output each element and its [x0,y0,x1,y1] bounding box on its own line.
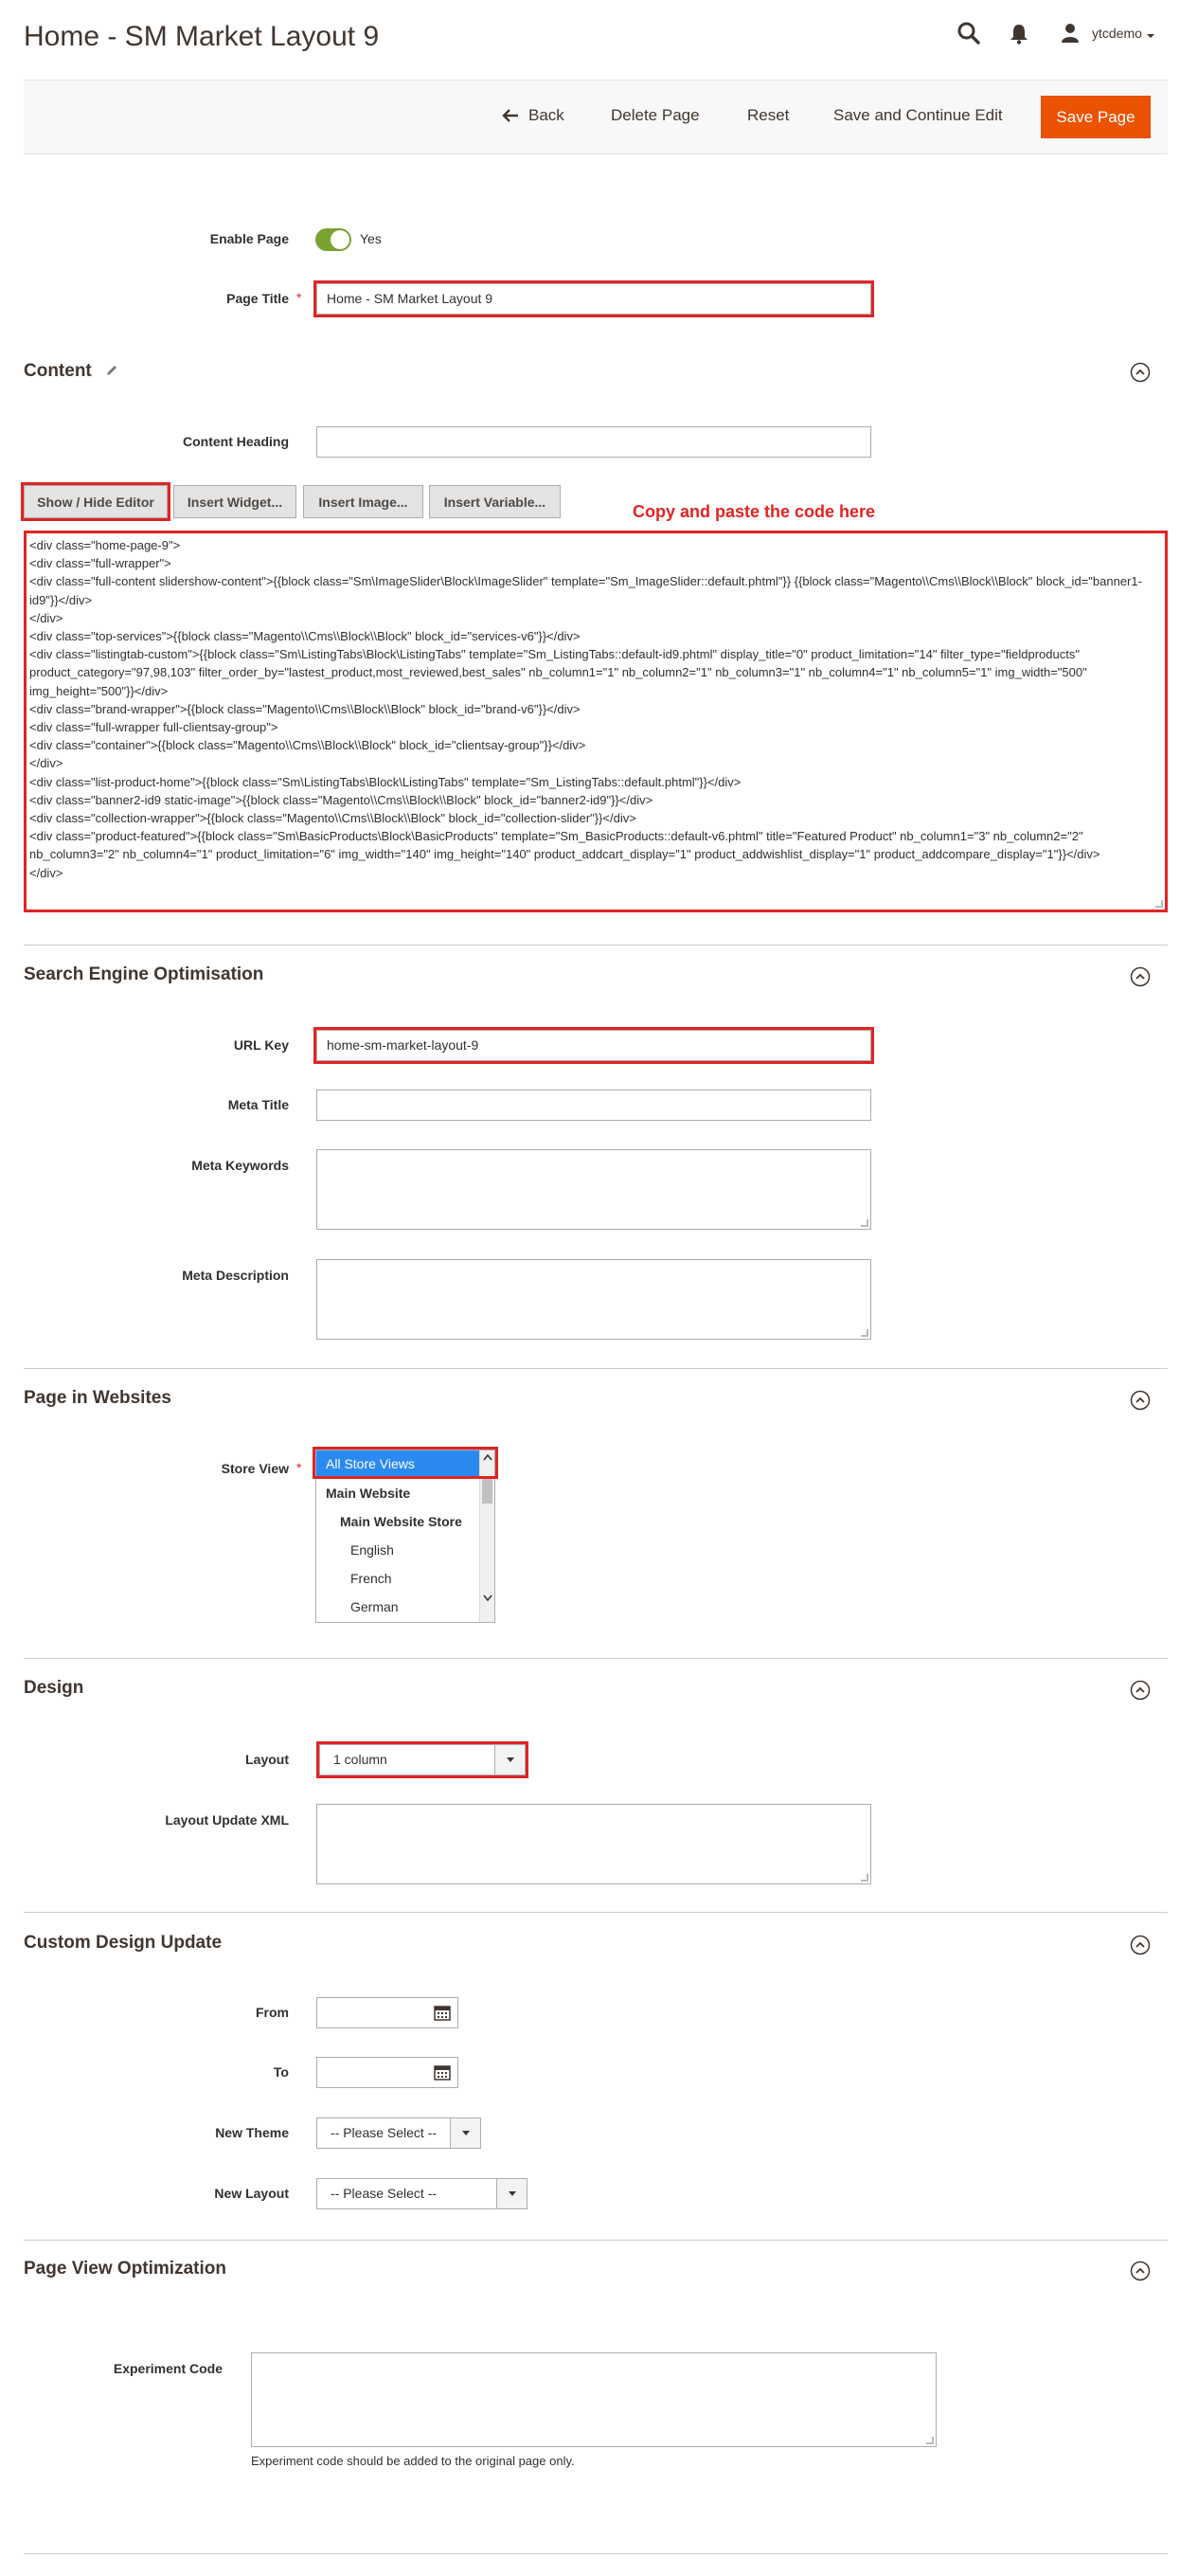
meta-description-textarea[interactable] [316,1259,871,1340]
layout-update-xml-textarea[interactable] [316,1804,871,1884]
section-divider [24,945,1168,946]
page-title-label: Page Title [226,291,289,306]
url-key-label: URL Key [233,1037,289,1053]
section-divider [24,2553,1168,2554]
meta-keywords-textarea[interactable] [316,1149,871,1230]
user-name[interactable]: ytcdemo [1092,26,1142,41]
required-marker: * [296,290,302,305]
notifications-bell-icon[interactable] [1008,21,1034,47]
code-line: <div class="product-featured">{{block class="Sm\BasicProducts\Block\BasicProducts" template="Sm_BasicProducts::default-v6.phtml" title="Featured Product" nb_column1="3" nb_column2="2" nb_column3="2" nb_column4="1" product_limitation="6" img_width="140" img_height="140" product_addcart_display="1" product_addwishlist_display="1" product_addcompare_display="1"}}</div> [29,829,1100,862]
search-icon[interactable] [957,21,983,47]
enable-page-toggle[interactable] [315,228,351,251]
design-section-title[interactable]: Design [24,1678,84,1698]
show-hide-editor-button[interactable]: Show / Hide Editor [24,485,168,518]
store-option-french[interactable]: French [350,1571,392,1586]
code-line: </div> [29,756,63,771]
pvo-section-title[interactable]: Page View Optimization [24,2259,226,2279]
insert-variable-button[interactable]: Insert Variable... [429,485,561,518]
store-view-highlight [315,1450,495,1476]
new-layout-select[interactable] [316,2178,527,2209]
custom-design-section-title[interactable]: Custom Design Update [24,1933,223,1953]
code-line: <div class="container">{{block class="Magento\\Cms\\Block\\Block" block_id="clientsay-group"}}</div> [29,738,586,753]
back-arrow-icon[interactable] [502,108,519,128]
page-title: Home - SM Market Layout 9 [24,21,380,52]
enable-page-label: Enable Page [209,231,289,246]
meta-title-input[interactable] [316,1090,871,1121]
delete-page-button[interactable]: Delete Page [611,106,700,124]
code-line: <div class="brand-wrapper">{{block class="Magento\\Cms\\Block\\Block" block_id="brand-v6"}}</div> [29,701,581,716]
required-marker: * [296,1460,302,1475]
store-option-german[interactable]: German [350,1599,399,1614]
experiment-code-label: Experiment Code [113,2361,223,2376]
from-label: From [256,2005,289,2020]
code-line: </div> [29,865,63,880]
back-button[interactable]: Back [528,106,564,124]
url-key-input[interactable]: home-sm-market-layout-9 [316,1030,871,1061]
code-line: <div class="full-wrapper full-clientsay-group"> [29,720,278,735]
dropdown-arrow-icon[interactable] [496,2179,527,2208]
dropdown-arrow-icon[interactable] [494,1745,525,1774]
resize-grip-icon[interactable] [861,1874,868,1882]
new-layout-label: New Layout [214,2186,289,2201]
seo-collapse-icon[interactable] [1130,966,1151,987]
store-option-english[interactable]: English [350,1542,394,1558]
code-line: </div> [29,610,63,625]
content-heading-label: Content Heading [183,434,289,449]
code-line: <div class="banner2-id9 static-image">{{block class="Magento\\Cms\\Block\\Block" block_id="banner2-id9"}}</div> [29,792,653,807]
custom-design-collapse-icon[interactable] [1130,1935,1151,1955]
content-collapse-icon[interactable] [1130,362,1151,383]
page-title-input[interactable]: Home - SM Market Layout 9 [316,283,871,315]
code-line: <div class="home-page-9"> [29,538,181,552]
code-line: <div class="full-wrapper"> [29,556,171,571]
to-date-input[interactable] [316,2057,458,2088]
code-line: <div class="full-content slidershow-content">{{block class="Sm\ImageSlider\Block\ImageSlider" template="Sm_ImageSlider::default.phtml"}} {{block class="Magento\\Cms\\Block\\Block" block_id="banner1-id9"}}</div> [29,574,1142,607]
store-option-all[interactable]: All Store Views [316,1450,479,1477]
user-account-icon[interactable] [1059,21,1085,47]
websites-collapse-icon[interactable] [1130,1390,1151,1411]
new-layout-select-value: -- Please Select -- [331,2186,438,2201]
dropdown-arrow-icon[interactable] [450,2118,480,2148]
content-section-title[interactable]: Content [24,361,92,381]
section-divider [24,1912,1168,1913]
store-option-website[interactable]: Main Website [326,1486,411,1501]
experiment-code-textarea[interactable] [251,2352,937,2447]
section-divider [24,1368,1168,1369]
enable-page-value: Yes [360,231,382,246]
resize-grip-icon[interactable] [1155,900,1163,908]
new-theme-select[interactable] [316,2117,481,2149]
websites-section-title[interactable]: Page in Websites [24,1388,171,1408]
insert-image-button[interactable]: Insert Image... [303,485,423,518]
new-theme-select-value: -- Please Select -- [331,2125,438,2140]
meta-keywords-label: Meta Keywords [191,1158,289,1173]
user-menu-chevron-icon[interactable] [1146,28,1155,45]
code-line: <div class="list-product-home">{{block class="Sm\ListingTabs\Block\ListingTabs" template="Sm_ListingTabs::default.phtml"}}</div> [29,774,742,789]
experiment-code-note: Experiment code should be added to the original page only. [251,2454,575,2468]
calendar-icon[interactable] [427,2058,457,2087]
reset-button[interactable]: Reset [747,106,790,124]
store-view-label: Store View [221,1461,289,1476]
calendar-icon[interactable] [427,1998,457,2027]
layout-label: Layout [245,1752,289,1767]
content-code-textarea[interactable] [24,531,1168,912]
copy-paste-annotation: Copy and paste the code here [633,502,876,521]
new-theme-label: New Theme [215,2125,289,2140]
section-divider [24,2240,1168,2241]
code-line: <div class="top-services">{{block class="Magento\\Cms\\Block\\Block" block_id="services-v6"}}</div> [29,629,581,644]
resize-grip-icon[interactable] [861,1219,868,1227]
design-collapse-icon[interactable] [1130,1680,1151,1701]
meta-title-label: Meta Title [227,1097,289,1112]
to-label: To [273,2064,289,2080]
insert-widget-button[interactable]: Insert Widget... [173,485,296,518]
edit-pencil-icon[interactable] [104,363,119,383]
code-line: <div class="collection-wrapper">{{block class="Magento\\Cms\\Block\\Block" block_id="collection-slider"}}</div> [29,811,636,826]
layout-select[interactable] [319,1744,526,1775]
resize-grip-icon[interactable] [861,1329,868,1337]
save-page-button[interactable]: Save Page [1041,96,1151,138]
save-and-continue-button[interactable]: Save and Continue Edit [833,106,1003,124]
seo-section-title[interactable]: Search Engine Optimisation [24,964,264,984]
store-view-scrollbar[interactable] [479,1450,494,1622]
layout-select-value: 1 column [333,1752,387,1767]
resize-grip-icon[interactable] [926,2437,934,2444]
section-divider [24,1658,1168,1659]
layout-update-xml-label: Layout Update XML [165,1812,289,1828]
store-option-store[interactable]: Main Website Store [340,1514,462,1529]
content-heading-input[interactable] [316,426,871,458]
from-date-input[interactable] [316,1997,458,2028]
pvo-collapse-icon[interactable] [1130,2261,1151,2281]
meta-description-label: Meta Description [182,1268,289,1283]
code-line: <div class="listingtab-custom">{{block class="Sm\ListingTabs\Block\ListingTabs" template="Sm_ListingTabs::default-id9.phtml" display_title="0" product_limitation="14" filter_type="fieldproducts" product_category="97,98,103" filter_order_by="lastest_product,most_reviewed,best_sales" nb_column1="1" nb_column2="1" nb_column3="1" nb_column4="1" nb_column5="1" img_width="500" img_height="500"}}</div> [29,647,1091,698]
